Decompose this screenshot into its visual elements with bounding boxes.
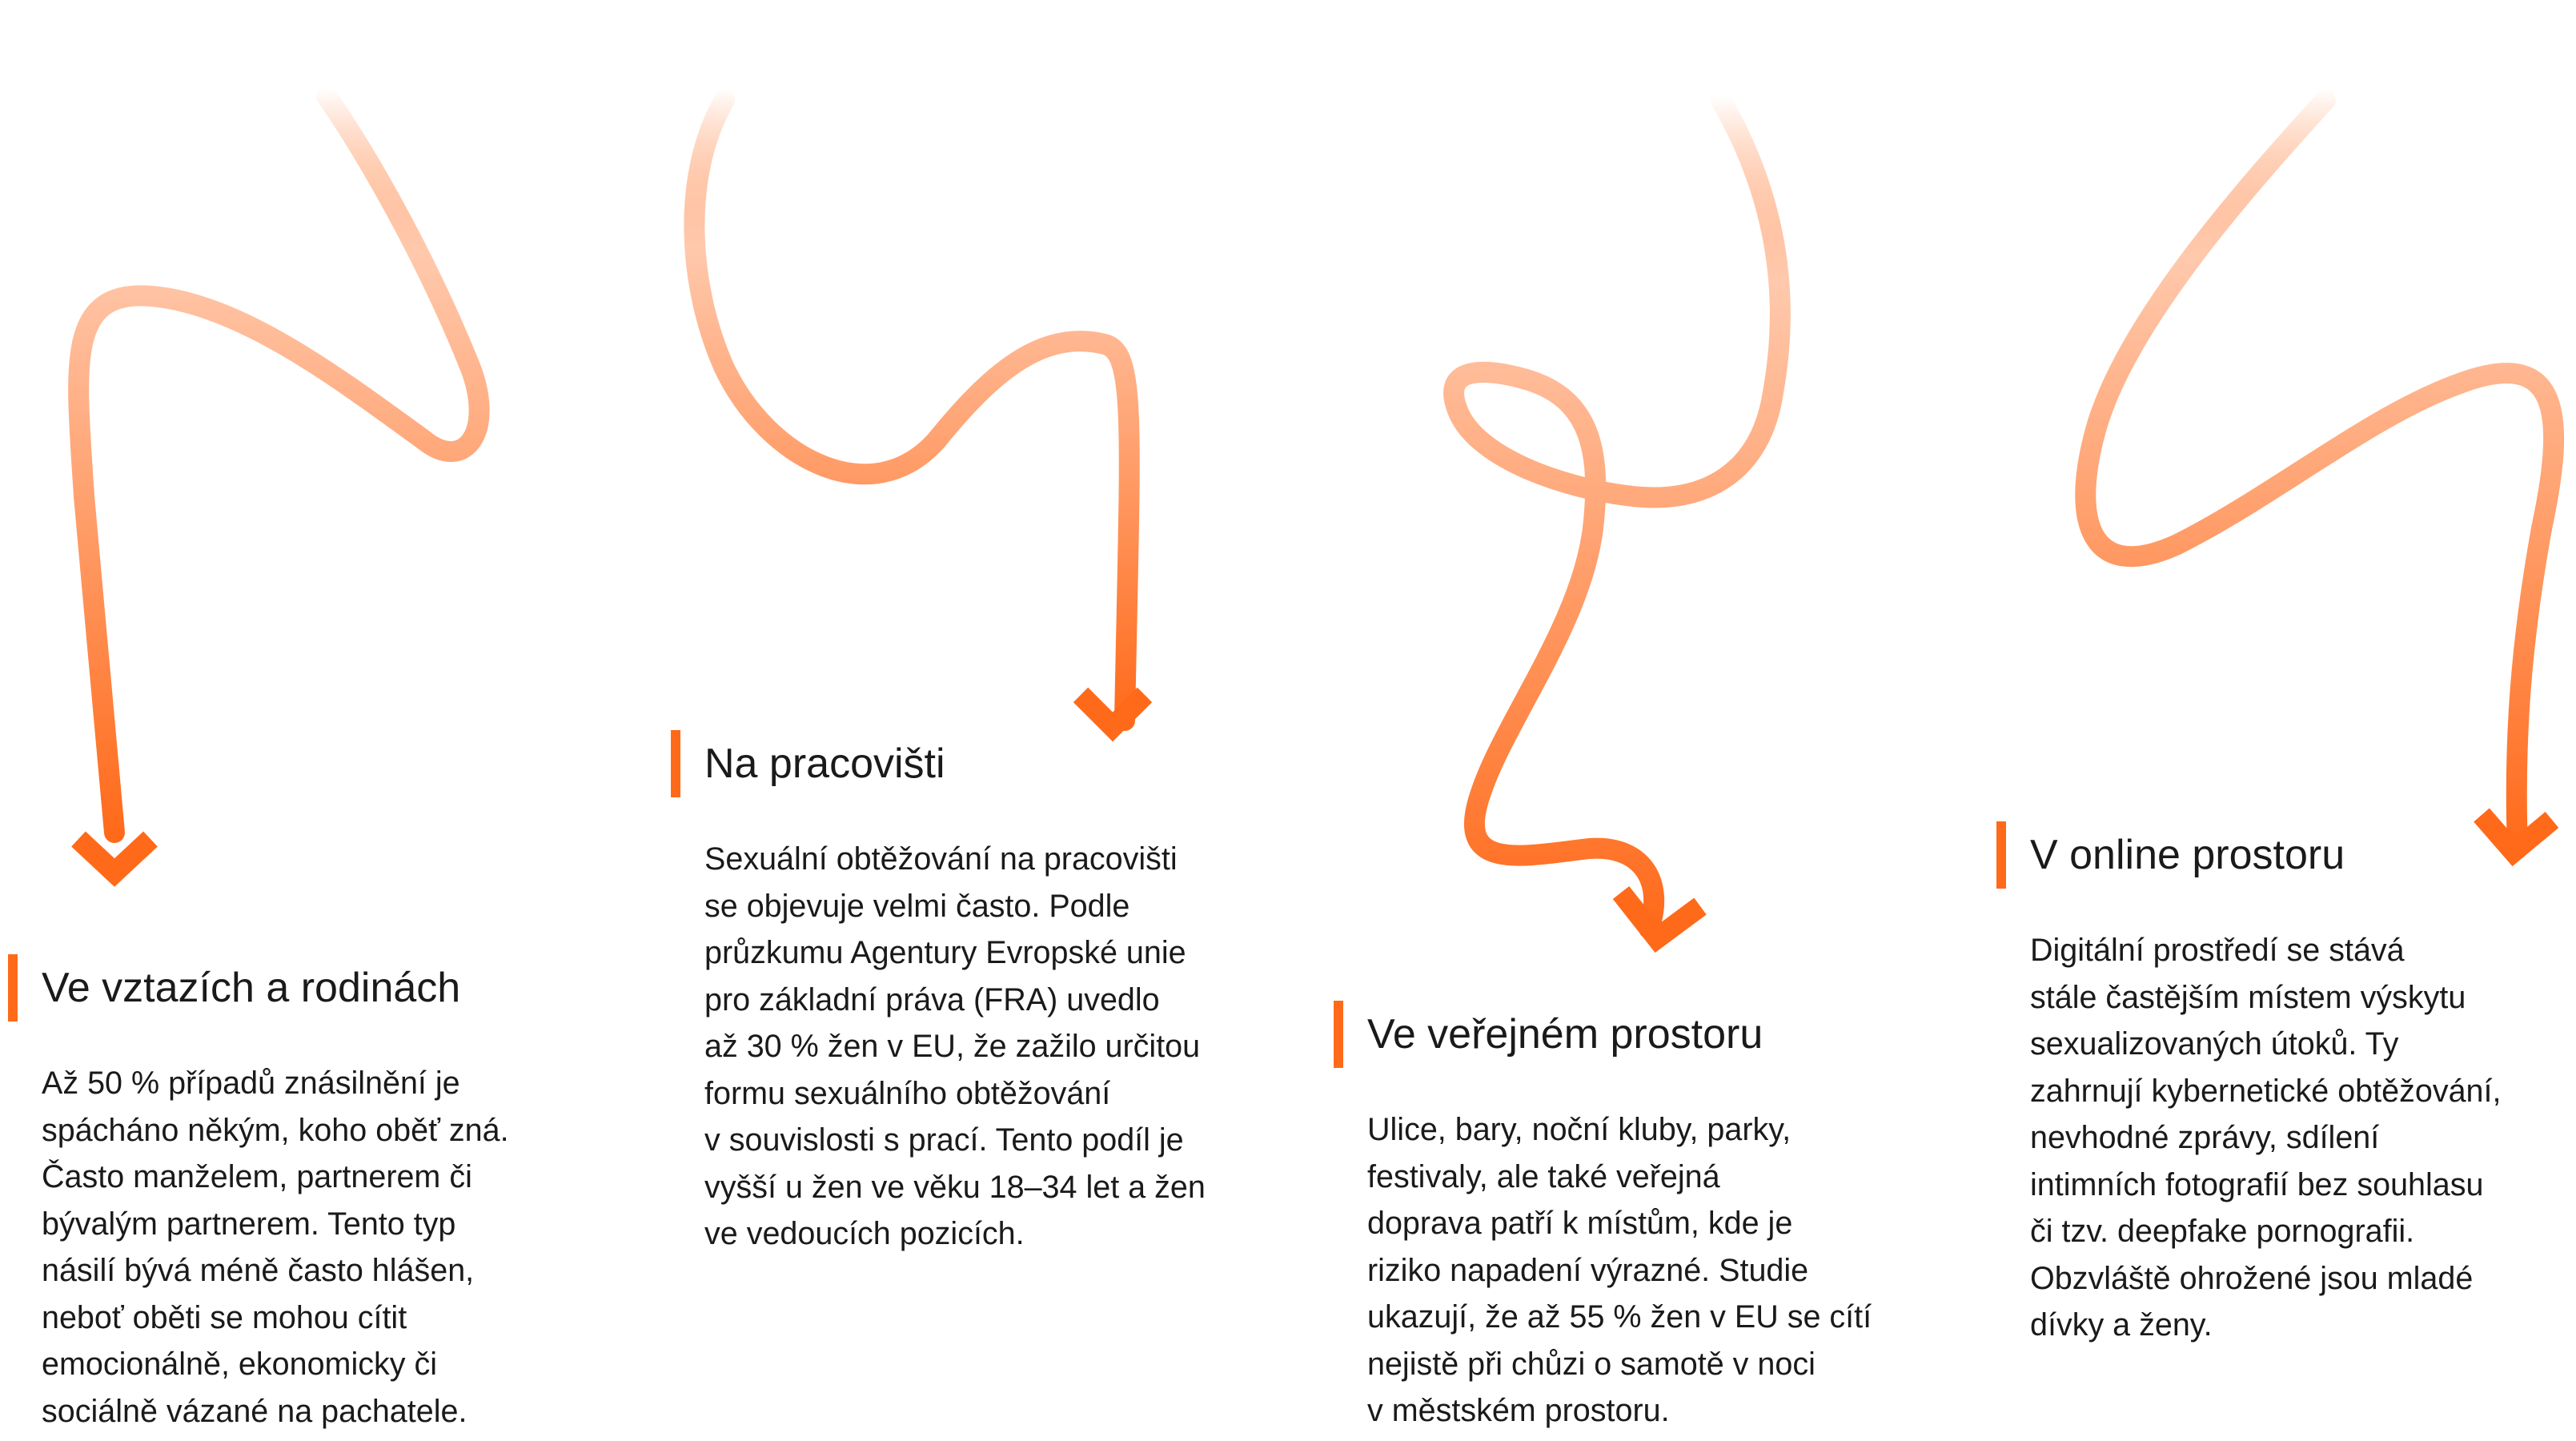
body-line: ukazují, že až 55 % žen v EU se cítí	[1367, 1299, 1872, 1335]
body-line: se objevuje velmi často. Podle	[704, 888, 1130, 924]
card-title: Ve vztazích a rodinách	[42, 965, 461, 1011]
body-line: násilí bývá méně často hlášen,	[42, 1253, 475, 1288]
accent-bar	[671, 730, 680, 797]
curved-arrow-2-stroke	[694, 100, 1129, 720]
arrowhead-2-icon	[1081, 695, 1145, 727]
accent-bar	[1334, 1001, 1343, 1068]
card-body	[1334, 1106, 1872, 1435]
arrowhead-1-icon	[78, 839, 150, 873]
body-line: emocionálně, ekonomicky či	[42, 1347, 437, 1382]
body-line: festivaly, ale také veřejná	[1367, 1158, 1720, 1194]
body-line: v souvislosti s prací. Tento podíl je	[704, 1122, 1184, 1158]
body-line: Až 50 % případů znásilnění je	[42, 1066, 460, 1101]
body-line: nevhodné zprávy, sdílení	[2030, 1120, 2380, 1155]
body-line: pro základní práva (FRA) uvedlo	[704, 981, 1160, 1018]
body-line: stále častějším místem výskytu	[2030, 979, 2466, 1015]
card-online-space	[1996, 821, 2501, 1349]
body-line: nejistě při chůzi o samotě v noci	[1367, 1346, 1816, 1382]
body-line: neboť oběti se mohou cítit	[42, 1299, 407, 1335]
accent-bar	[1996, 821, 2006, 889]
body-line: formu sexuálního obtěžování	[704, 1075, 1111, 1111]
body-line: Sexuální obtěžování na pracovišti	[704, 841, 1178, 877]
card-heading	[671, 730, 1206, 797]
body-line: bývalým partnerem. Tento typ	[42, 1206, 456, 1242]
curved-arrow-1-stroke	[78, 96, 479, 833]
card-body	[671, 836, 1206, 1258]
body-line: intimních fotografií bez souhlasu	[2030, 1166, 2484, 1202]
curved-arrow-3-stroke	[1454, 100, 1780, 929]
body-line: průzkumu Agentury Evropské unie	[704, 935, 1186, 970]
body-line: dívky a ženy.	[2030, 1307, 2213, 1343]
card-public-space	[1334, 1001, 1872, 1435]
curved-arrow-4-stroke	[2085, 100, 2554, 849]
card-body	[1996, 927, 2501, 1349]
body-line: Digitální prostředí se stává	[2030, 933, 2405, 968]
card-heading	[1334, 1001, 1872, 1068]
body-line: sociálně vázané na pachatele.	[42, 1393, 467, 1429]
accent-bar	[8, 954, 18, 1022]
card-heading	[1996, 821, 2501, 889]
body-line: vyšší u žen ve věku 18–34 let a žen	[704, 1169, 1206, 1205]
card-relationships	[8, 954, 509, 1435]
body-line: spácháno někým, koho oběť zná.	[42, 1112, 509, 1148]
body-line: v městském prostoru.	[1367, 1393, 1670, 1428]
card-title: Ve veřejném prostoru	[1367, 1011, 1763, 1058]
body-line: riziko napadení výrazné. Studie	[1367, 1252, 1809, 1288]
body-line: či tzv. deepfake pornografii.	[2030, 1214, 2415, 1249]
body-line: zahrnují kybernetické obtěžování,	[2030, 1073, 2502, 1109]
card-body	[8, 1060, 509, 1435]
body-line: Často manželem, partnerem či	[42, 1159, 472, 1194]
card-heading	[8, 954, 509, 1022]
body-line: Ulice, bary, noční kluby, parky,	[1367, 1112, 1792, 1147]
body-line: až 30 % žen v EU, že zažilo určitou	[704, 1029, 1201, 1064]
body-line: doprava patří k místům, kde je	[1367, 1206, 1793, 1241]
body-line: Obzvláště ohrožené jsou mladé	[2030, 1260, 2474, 1296]
card-title: V online prostoru	[2030, 832, 2345, 878]
card-title: Na pracovišti	[704, 741, 945, 787]
body-line: sexualizovaných útoků. Ty	[2030, 1026, 2399, 1062]
body-line: ve vedoucích pozicích.	[704, 1216, 1025, 1251]
card-workplace	[671, 730, 1206, 1258]
